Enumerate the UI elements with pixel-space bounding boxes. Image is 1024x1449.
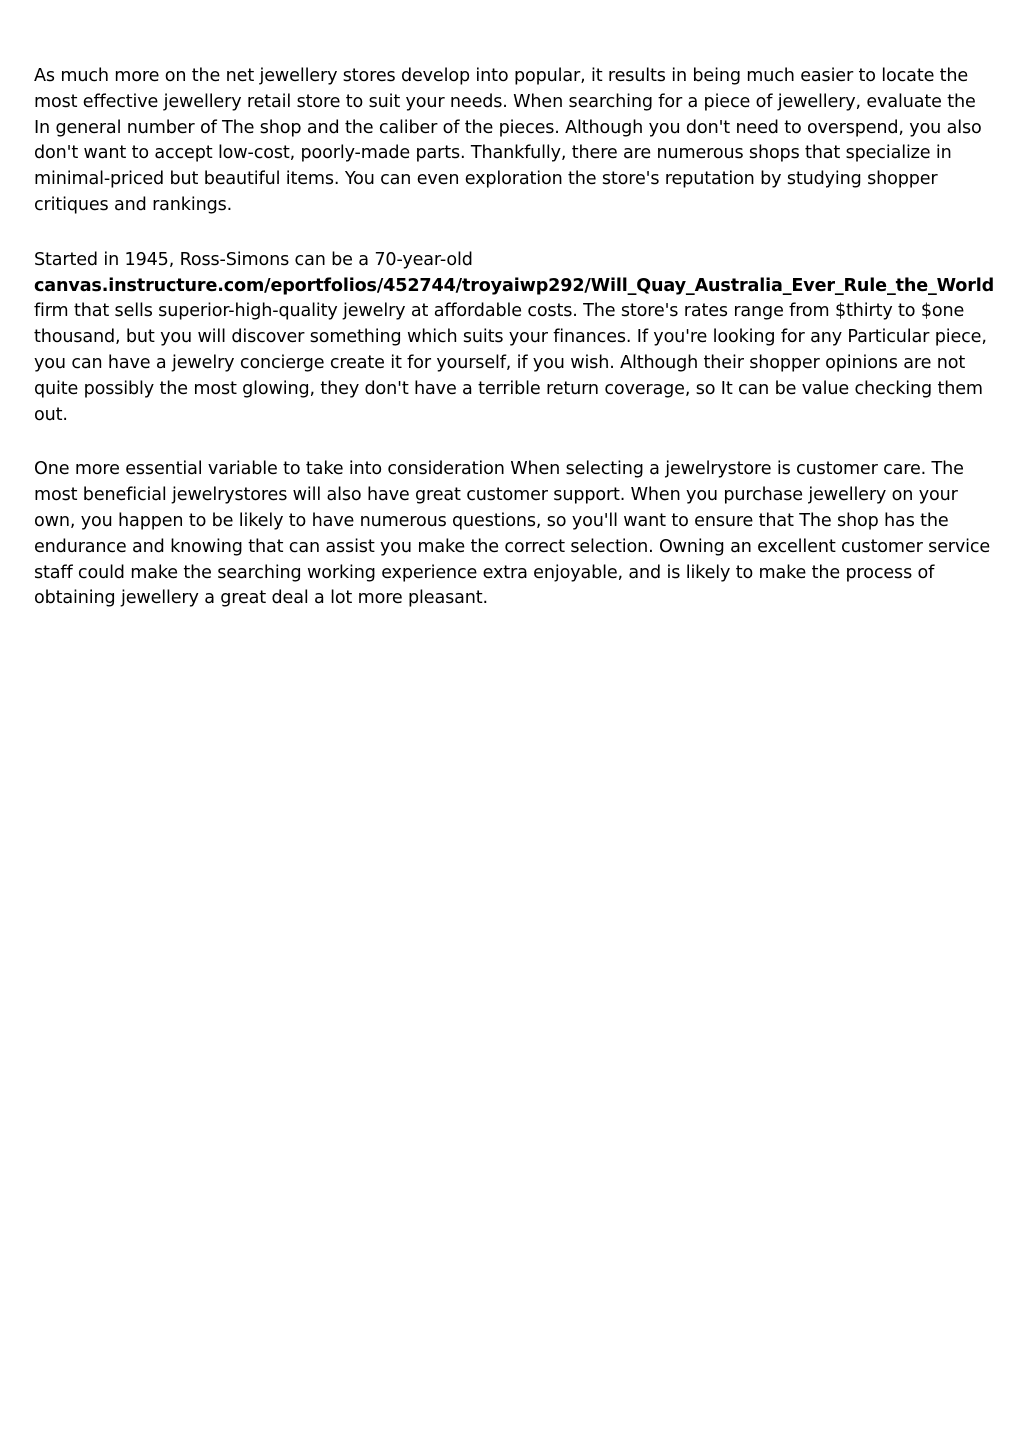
eportfolio-link[interactable]: canvas.instructure.com/eportfolios/452744/troyaiwp292/Will_Quay_Australia_Ever_Rule_the_World	[34, 275, 995, 296]
paragraph-ross-simons-lead: Started in 1945, Ross-Simons can be a 70-year-old	[34, 249, 473, 270]
document-page	[34, 64, 994, 641]
paragraph-ross-simons-rest: firm that sells superior-high-quality jewelry at affordable costs. The store's rates range from $thirty to $one thousand, but you will discover something which suits your finances. If you're looking for any Particular piece, you can have a jewelry concierge create it for yourself, if you wish. Although their shopper opinions are not quite possibly the most glowing, they don't have a terrible return coverage, so It can be value checking them out.	[34, 301, 987, 425]
paragraph-ross-simons	[34, 248, 994, 429]
paragraph-intro: As much more on the net jewellery stores develop into popular, it results in being much easier to locate the most effective jewellery retail store to suit your needs. When searching for a piece of jewellery, evaluate the In general number of The shop and the caliber of the pieces. Although you don't need to overspend, you also don't want to accept low-cost, poorly-made parts. Thankfully, there are numerous shops that specialize in minimal-priced but beautiful items. You can even exploration the store's reputation by studying shopper critiques and rankings.	[34, 66, 982, 215]
paragraph-customer-care: One more essential variable to take into consideration When selecting a jewelrystore is customer care. The most beneficial jewelrystores will also have great customer support. When you purchase jewellery on your own, you happen to be likely to have numerous questions, so you'll want to ensure that The shop has the endurance and knowing that can assist you make the correct selection. Owning an excellent customer service staff could make the searching working experience extra enjoyable, and is likely to make the process of obtaining jewellery a great deal a lot more pleasant.	[34, 459, 991, 609]
